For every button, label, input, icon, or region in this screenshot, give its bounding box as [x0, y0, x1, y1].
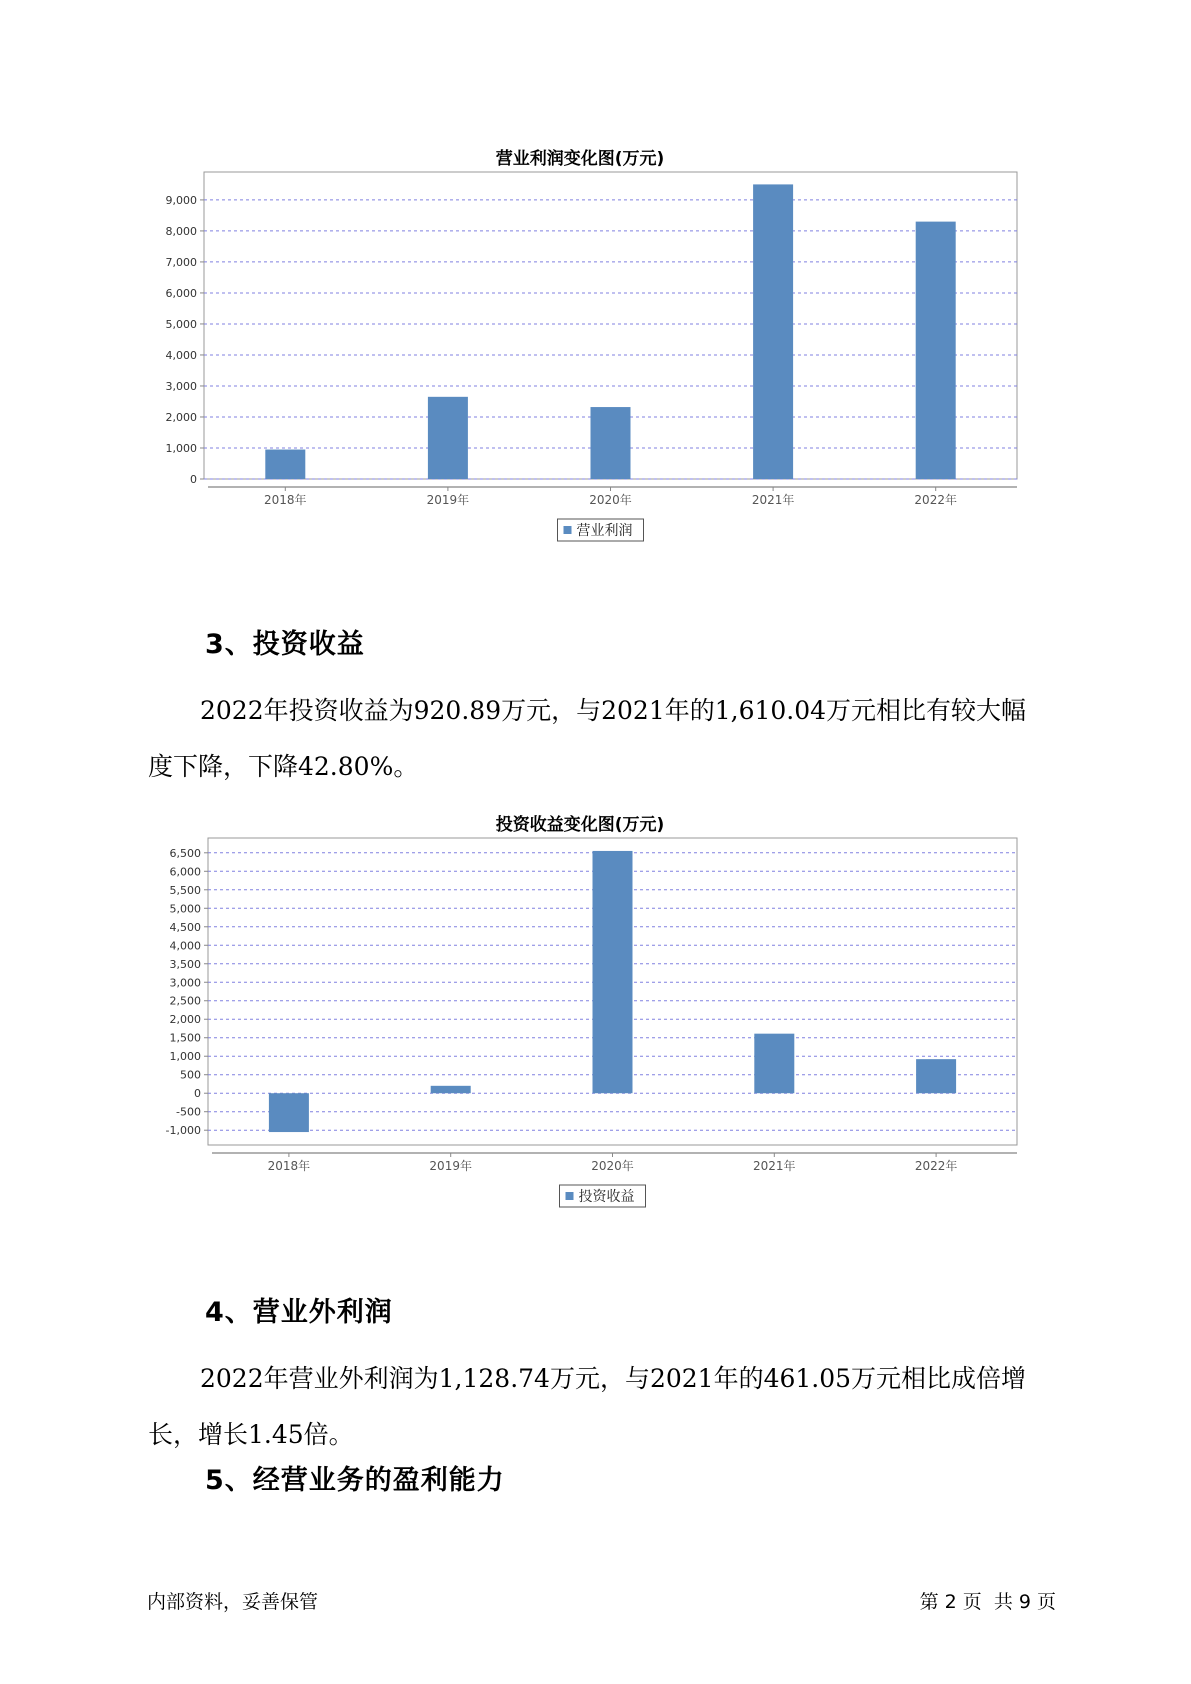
y-tick-label: 1,000: [169, 1050, 201, 1064]
y-tick-label: 8,000: [165, 224, 197, 238]
operating-profit-chart-svg: [140, 140, 1020, 600]
x-tick-label: 2020年: [591, 1159, 634, 1173]
y-tick-label: 1,000: [165, 441, 197, 455]
x-tick-label: 2019年: [426, 493, 470, 507]
y-tick-label: 4,000: [165, 348, 197, 362]
bar: [269, 1093, 309, 1132]
legend-label: 投资收益: [578, 1189, 635, 1205]
y-tick-label: 3,000: [169, 976, 201, 990]
bar: [916, 1059, 956, 1093]
section-5-heading: 5、经营业务的盈利能力: [205, 1465, 505, 1496]
y-tick-label: 7,000: [165, 255, 197, 269]
x-tick-label: 2018年: [264, 493, 307, 507]
operating-profit-chart: [140, 140, 1020, 600]
chart-title: 投资收益变化图(万元): [495, 815, 665, 835]
y-tick-label: 0: [190, 473, 197, 486]
y-tick-label: 2,500: [169, 994, 201, 1008]
x-tick-label: 2018年: [267, 1159, 311, 1173]
y-tick-label: -1,000: [165, 1124, 201, 1138]
section-3-paragraph: [148, 683, 1048, 795]
x-tick-label: 2021年: [753, 1159, 796, 1173]
x-tick-label: 2021年: [751, 493, 795, 507]
bar: [593, 851, 633, 1093]
chart-title: 营业利润变化图(万元): [495, 149, 665, 169]
y-tick-label: 5,000: [165, 317, 197, 331]
section-4-text: 2022年营业外利润为1,128.74万元，与2021年的461.05万元相比成倍增长，增长1.45倍。: [148, 1364, 1027, 1449]
investment-income-chart: [140, 806, 1020, 1266]
bar: [753, 184, 793, 479]
x-tick-label: 2022年: [914, 493, 957, 507]
y-tick-label: -500: [176, 1105, 201, 1119]
page-number: 第 2 页 共 9 页: [919, 1591, 1056, 1613]
y-tick-label: 0: [194, 1087, 201, 1101]
y-tick-label: 6,000: [169, 865, 201, 879]
x-tick-label: 2020年: [589, 493, 632, 507]
x-tick-label: 2019年: [429, 1159, 472, 1173]
legend-label: 营业利润: [576, 523, 633, 539]
y-tick-label: 6,500: [169, 846, 201, 860]
section-4-heading: 4、营业外利润: [205, 1297, 393, 1328]
legend-swatch: [564, 526, 572, 534]
y-tick-label: 5,000: [169, 902, 201, 916]
investment-income-chart-svg: [140, 806, 1020, 1266]
y-tick-label: 9,000: [165, 193, 197, 207]
y-tick-label: 2,000: [165, 410, 197, 424]
legend-swatch: [566, 1192, 574, 1200]
section-3-text: 2022年投资收益为920.89万元，与2021年的1,610.04万元相比有较大幅度下降，下降42.80%。: [148, 696, 1027, 781]
y-tick-label: 4,000: [169, 939, 201, 953]
bar: [431, 1086, 471, 1093]
bar: [754, 1034, 794, 1094]
y-tick-label: 3,500: [169, 957, 201, 971]
footer-left: 内部资料，妥善保管: [147, 1591, 319, 1613]
bar: [428, 397, 468, 479]
bar: [916, 222, 956, 479]
y-tick-label: 4,500: [169, 920, 201, 934]
section-4-paragraph: [148, 1351, 1048, 1463]
x-tick-label: 2022年: [914, 1159, 958, 1173]
y-tick-label: 500: [180, 1068, 201, 1082]
bar: [591, 407, 631, 479]
bar: [265, 450, 305, 479]
y-tick-label: 5,500: [169, 883, 201, 897]
y-tick-label: 3,000: [165, 379, 197, 393]
section-3-heading: 3、投资收益: [205, 629, 365, 660]
y-tick-label: 6,000: [165, 286, 197, 300]
y-tick-label: 2,000: [169, 1013, 201, 1027]
y-tick-label: 1,500: [169, 1031, 201, 1045]
